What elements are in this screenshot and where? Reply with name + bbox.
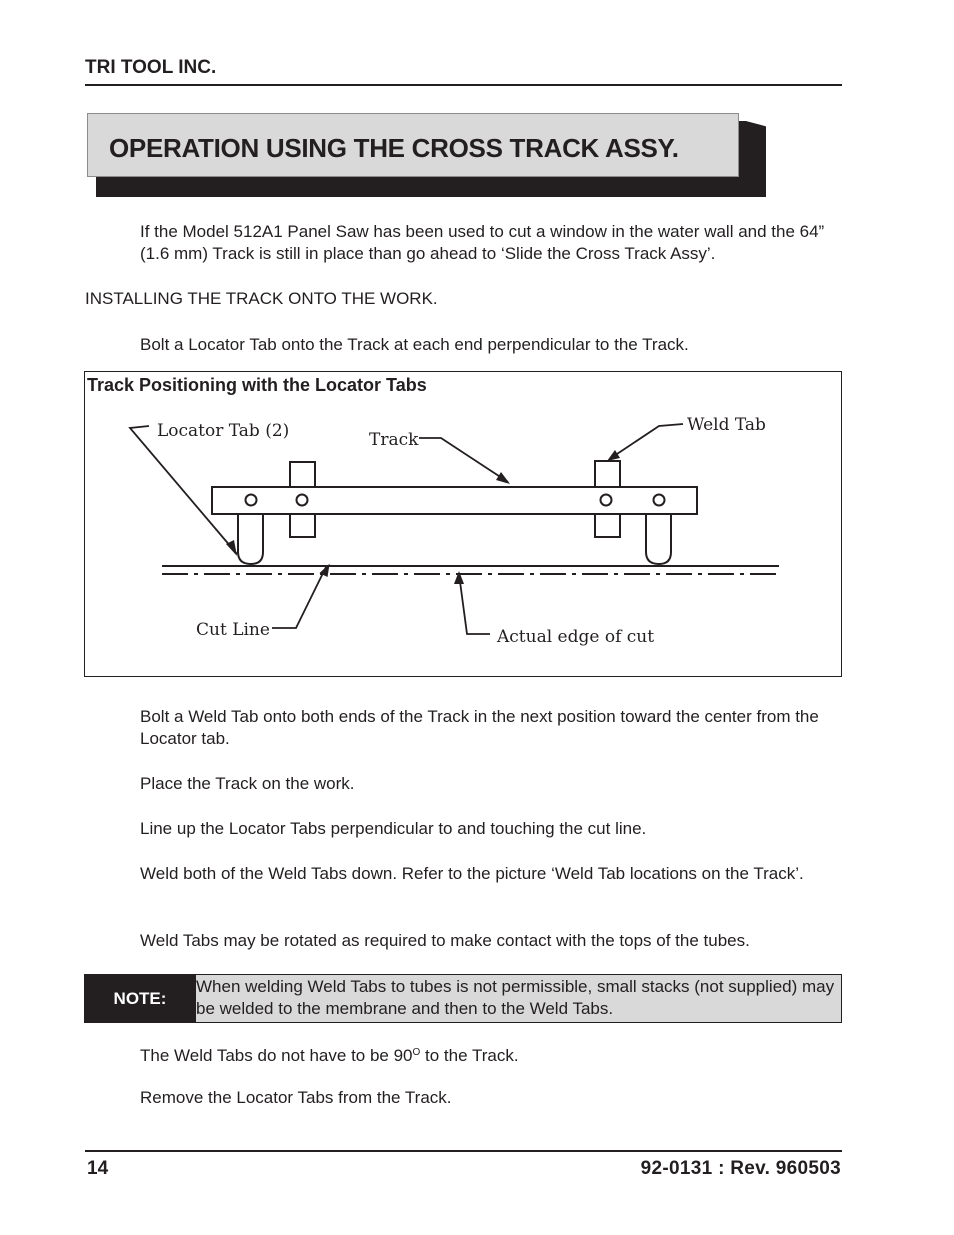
step-line-up: Line up the Locator Tabs perpendicular to and touching the cut line. (140, 819, 647, 838)
label-cut-line: Cut Line (196, 620, 270, 640)
arrowhead-weld (607, 450, 620, 461)
label-locator-tab: Locator Tab (2) (157, 421, 290, 441)
step-rotate-tabs: Weld Tabs may be rotated as required to make contact with the tops of the tubes. (140, 931, 750, 950)
weld-tab-left (290, 462, 315, 488)
company-name: TRI TOOL INC. (85, 57, 217, 78)
arrowhead-edge (454, 571, 464, 584)
track-bar (212, 487, 697, 514)
title-banner (87, 113, 739, 177)
weld-tab-left-lower (290, 514, 315, 537)
section-heading: INSTALLING THE TRACK ONTO THE WORK. (85, 289, 438, 308)
weld-tab-right-lower (595, 514, 620, 537)
label-track: Track (369, 430, 419, 450)
weld-angle-suffix: to the Track. (420, 1046, 519, 1065)
step-place-track: Place the Track on the work. (140, 774, 355, 793)
leader-track (419, 438, 508, 482)
step-bolt-locator: Bolt a Locator Tab onto the Track at each end perpendicular to the Track. (140, 335, 689, 354)
leader-actual-edge (459, 574, 490, 634)
step-weld-tabs: Weld both of the Weld Tabs down. Refer to the picture ‘Weld Tab locations on the Track’. (140, 864, 804, 883)
locator-tab-left (238, 514, 263, 564)
page-number: 14 (87, 1158, 109, 1179)
leader-weld-tab (611, 424, 683, 458)
intro-paragraph: If the Model 512A1 Panel Saw has been used to cut a window in the water wall and the 64” (1.6 mm) Track is still in place than go ahead to ‘Slide the Cross Track Assy’. (140, 222, 825, 263)
step-remove-locator: Remove the Locator Tabs from the Track. (140, 1088, 452, 1107)
document-revision: 92-0131 : Rev. 960503 (640, 1158, 841, 1179)
locator-tab-right (646, 514, 671, 564)
header-rule (85, 84, 842, 86)
weld-angle-prefix: The Weld Tabs do not have to be 90 (140, 1046, 413, 1065)
degree-mark: O (412, 1047, 421, 1058)
step-bolt-weld-tab: Bolt a Weld Tab onto both ends of the Track in the next position toward the center from the Locator tab. (140, 707, 819, 748)
label-weld-tab: Weld Tab (687, 415, 766, 435)
arrowhead-track (496, 472, 510, 484)
figure-track-positioning (84, 371, 842, 677)
figure-title: Track Positioning with the Locator Tabs (87, 375, 427, 395)
step-weld-angle (140, 1042, 840, 1067)
note-label: NOTE: (84, 974, 196, 1023)
track-diagram (85, 372, 841, 676)
page-title: OPERATION USING THE CROSS TRACK ASSY. (109, 133, 679, 163)
label-actual-edge: Actual edge of cut (497, 627, 655, 647)
weld-tab-right (595, 461, 620, 488)
note-text: When welding Weld Tabs to tubes is not permissible, small stacks (not supplied) may be welded to the membrane and then to the Weld Tabs. (196, 974, 842, 1023)
leader-cut-line (272, 567, 326, 628)
footer-rule (85, 1150, 842, 1152)
